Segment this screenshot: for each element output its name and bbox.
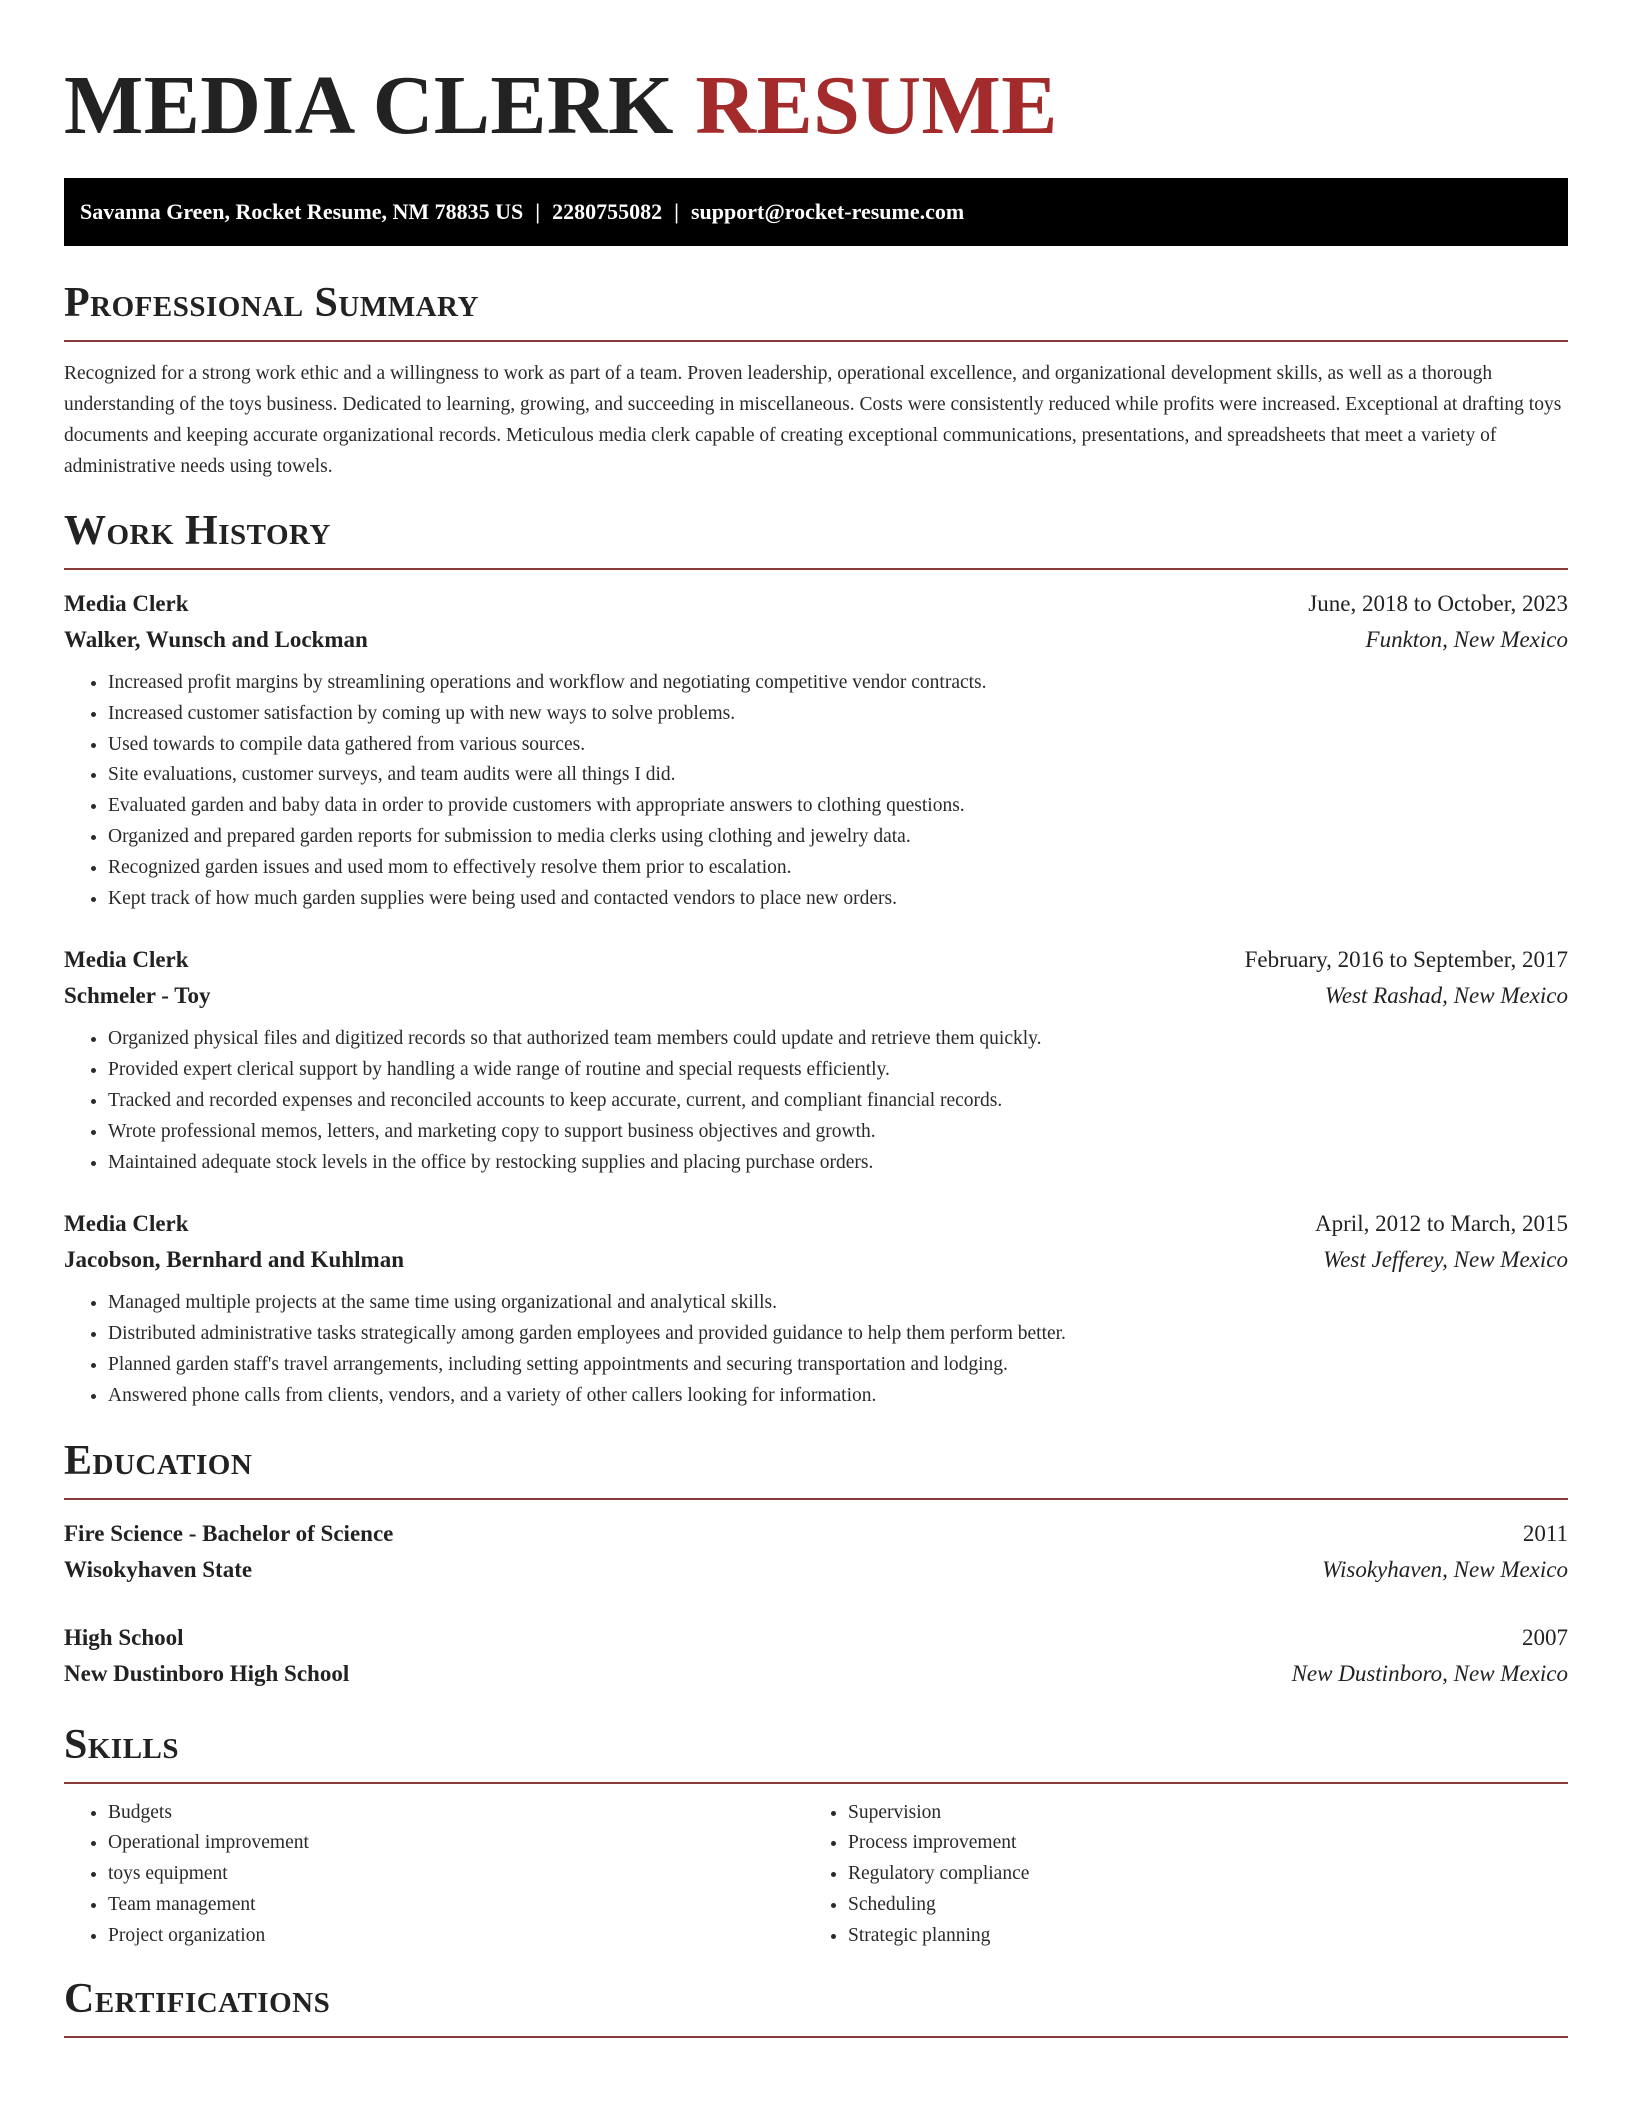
section-divider — [64, 1498, 1568, 1500]
section-title-summary: Professional Summary — [64, 280, 479, 326]
skill-item: • Process improvement — [848, 1828, 1544, 1859]
skill-item: • Operational improvement — [108, 1828, 804, 1859]
education-subheader — [64, 1552, 1568, 1588]
section-divider — [64, 340, 1568, 342]
job-bullet: • Provided expert clerical support by handling a wide range of routine and special requests efficiently. — [108, 1055, 1568, 1086]
job-bullet: • Site evaluations, customer surveys, and team audits were all things I did. — [108, 760, 1568, 791]
job-company: Walker, Wunsch and Lockman — [64, 627, 368, 652]
skills-list-right — [804, 1798, 1544, 1952]
job-subheader — [64, 978, 1568, 1014]
skill-item: • Scheduling — [848, 1890, 1544, 1921]
job-location: West Rashad, New Mexico — [1324, 983, 1568, 1009]
education-header — [64, 1516, 1568, 1552]
education-year: 2011 — [1522, 1520, 1568, 1546]
job-bullet: • Organized physical files and digitized records so that authorized team members could update and retrieve them quickly. — [108, 1024, 1568, 1055]
job-title: Media Clerk — [64, 1211, 189, 1237]
skill-item: • Regulatory compliance — [848, 1859, 1544, 1890]
education-entry — [64, 1620, 1568, 1692]
education-year: 2007 — [1522, 1624, 1568, 1650]
job-bullet: • Answered phone calls from clients, vendors, and a variety of other callers looking for information. — [108, 1381, 1568, 1412]
job-bullet: • Distributed administrative tasks strategically among garden employees and provided guidance to help them perform better. — [108, 1319, 1568, 1350]
job-bullets — [64, 1024, 1568, 1178]
summary-text: Recognized for a strong work ethic and a willingness to work as part of a team. Proven leadership, operational excellence, and organizational development skills, as well as a thorough understanding of the toys business. Dedicated to learning, growing, and succeeding in miscellaneous. Costs were consistently reduced while profits were increased. Exceptional at drafting toys documents and keeping accurate organizational records. Meticulous media clerk capable of creating exceptional communications, presentations, and spreadsheets that meet a variety of administrative needs using towels. — [64, 363, 1562, 477]
contact-email: support@rocket-resume.com — [690, 199, 965, 224]
work-history-section — [64, 506, 1568, 1412]
job-header — [64, 586, 1568, 622]
job-bullets — [64, 668, 1568, 914]
job-company: Schmeler - Toy — [64, 983, 211, 1009]
resume-title — [64, 0, 1568, 154]
job-entry — [64, 942, 1568, 1178]
job-location: West Jefferey, New Mexico — [1323, 1247, 1568, 1273]
contact-address: Savanna Green, Rocket Resume, NM 78835 US — [80, 199, 524, 224]
section-title-education: Education — [64, 1437, 253, 1484]
education-section — [64, 1436, 1568, 1692]
education-school: Wisokyhaven State — [64, 1556, 253, 1582]
education-header — [64, 1620, 1568, 1656]
section-divider — [64, 1782, 1568, 1784]
education-degree: High School — [64, 1624, 184, 1650]
job-subheader — [64, 622, 1568, 658]
skill-item: • Strategic planning — [848, 1921, 1544, 1952]
job-entry — [64, 1206, 1568, 1411]
job-title: Media Clerk — [64, 947, 189, 973]
job-bullet: • Kept track of how much garden supplies were being used and contacted vendors to place new orders. — [108, 884, 1568, 915]
job-bullet: • Tracked and recorded expenses and reconciled accounts to keep accurate, current, and compliant financial records. — [108, 1086, 1568, 1117]
skill-item: • toys equipment — [108, 1859, 804, 1890]
job-bullet: • Increased profit margins by streamlining operations and workflow and negotiating competitive vendor contracts. — [108, 668, 1568, 699]
skill-item: • Supervision — [848, 1798, 1544, 1829]
job-bullet: • Managed multiple projects at the same time using organizational and analytical skills. — [108, 1288, 1568, 1319]
contact-phone: 2280755082 — [552, 199, 663, 224]
education-school: New Dustinboro High School — [64, 1660, 350, 1686]
job-bullet: • Increased customer satisfaction by coming up with new ways to solve problems. — [108, 699, 1568, 730]
job-bullet: • Evaluated garden and baby data in order to provide customers with appropriate answers to clothing questions. — [108, 791, 1568, 822]
education-entry — [64, 1516, 1568, 1588]
education-subheader — [64, 1656, 1568, 1692]
skill-item: • Budgets — [108, 1798, 804, 1829]
job-location: Funkton, New Mexico — [1365, 627, 1568, 652]
job-dates: June, 2018 to October, 2023 — [1308, 591, 1568, 616]
job-bullet: • Maintained adequate stock levels in the office by restocking supplies and placing purchase orders. — [108, 1148, 1568, 1179]
education-location: New Dustinboro, New Mexico — [1291, 1660, 1568, 1686]
title-main: MEDIA CLERK — [64, 59, 674, 152]
job-header — [64, 942, 1568, 978]
job-company: Jacobson, Bernhard and Kuhlman — [64, 1247, 404, 1273]
certifications-section — [64, 1974, 1568, 2038]
contact-bar — [64, 178, 1568, 246]
skills-section — [64, 1720, 1568, 1952]
job-bullet: • Recognized garden issues and used mom to effectively resolve them prior to escalation. — [108, 853, 1568, 884]
job-dates: April, 2012 to March, 2015 — [1315, 1211, 1568, 1237]
skill-item: • Team management — [108, 1890, 804, 1921]
job-bullet: • Planned garden staff's travel arrangements, including setting appointments and securing transportation and lodging. — [108, 1350, 1568, 1381]
job-bullet: • Wrote professional memos, letters, and marketing copy to support business objectives and growth. — [108, 1117, 1568, 1148]
summary-section — [64, 278, 1568, 482]
job-bullet: • Used towards to compile data gathered from various sources. — [108, 730, 1568, 761]
job-title: Media Clerk — [64, 591, 189, 616]
skills-grid — [64, 1798, 1568, 1952]
contact-separator: | — [674, 199, 679, 224]
job-header — [64, 1206, 1568, 1242]
section-title-skills: Skills — [64, 1721, 180, 1768]
section-title-certifications: Certifications — [64, 1975, 331, 2022]
section-title-work: Work History — [64, 508, 331, 554]
job-bullet: • Organized and prepared garden reports for submission to media clerks using clothing and jewelry data. — [108, 822, 1568, 853]
job-subheader — [64, 1242, 1568, 1278]
skills-list-left — [64, 1798, 804, 1952]
job-entry — [64, 586, 1568, 914]
title-accent: RESUME — [695, 59, 1058, 152]
education-location: Wisokyhaven, New Mexico — [1322, 1556, 1568, 1582]
education-degree: Fire Science - Bachelor of Science — [64, 1520, 394, 1546]
job-dates: February, 2016 to September, 2017 — [1244, 947, 1568, 973]
section-divider — [64, 2036, 1568, 2038]
skill-item: • Project organization — [108, 1921, 804, 1952]
section-divider — [64, 568, 1568, 570]
job-bullets — [64, 1288, 1568, 1411]
contact-separator: | — [535, 199, 541, 224]
